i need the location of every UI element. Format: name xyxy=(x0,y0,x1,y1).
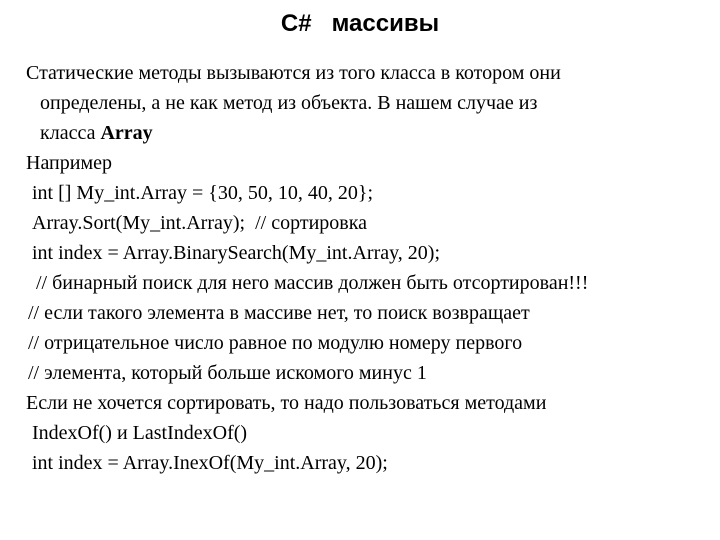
code-comment-line: // отрицательное число равное по модулю номеру первого xyxy=(28,332,523,354)
code-comment-line: // бинарный поиск для него массив должен быть отсортирован!!! xyxy=(36,272,589,294)
code-comment-line: // если такого элемента в массиве нет, то поиск возвращает xyxy=(28,302,530,324)
slide-body xyxy=(26,58,716,478)
text-line: определены, а не как метод из объекта. В нашем случае из xyxy=(40,92,538,114)
text-line: Если не хочется сортировать, то надо пользоваться методами xyxy=(26,392,547,414)
code-line: IndexOf() и LastIndexOf() xyxy=(32,422,248,444)
code-line: int index = Array.InexOf(My_int.Array, 20); xyxy=(32,452,388,474)
code-line: Array.Sort(My_int.Array); // сортировка xyxy=(32,212,367,234)
text-line xyxy=(26,118,716,148)
code-line: int index = Array.BinarySearch(My_int.Array, 20); xyxy=(32,242,441,264)
bold-term: Array xyxy=(100,122,153,144)
text-line: Статические методы вызываются из того класса в котором они xyxy=(26,62,561,84)
code-line: int [] My_int.Array = {30, 50, 10, 40, 20}; xyxy=(32,182,374,204)
text-fragment: класса xyxy=(40,122,101,144)
slide-title: C# массивы xyxy=(280,10,440,37)
example-label: Например xyxy=(26,152,112,174)
code-comment-line: // элемента, который больше искомого минус 1 xyxy=(28,362,427,384)
